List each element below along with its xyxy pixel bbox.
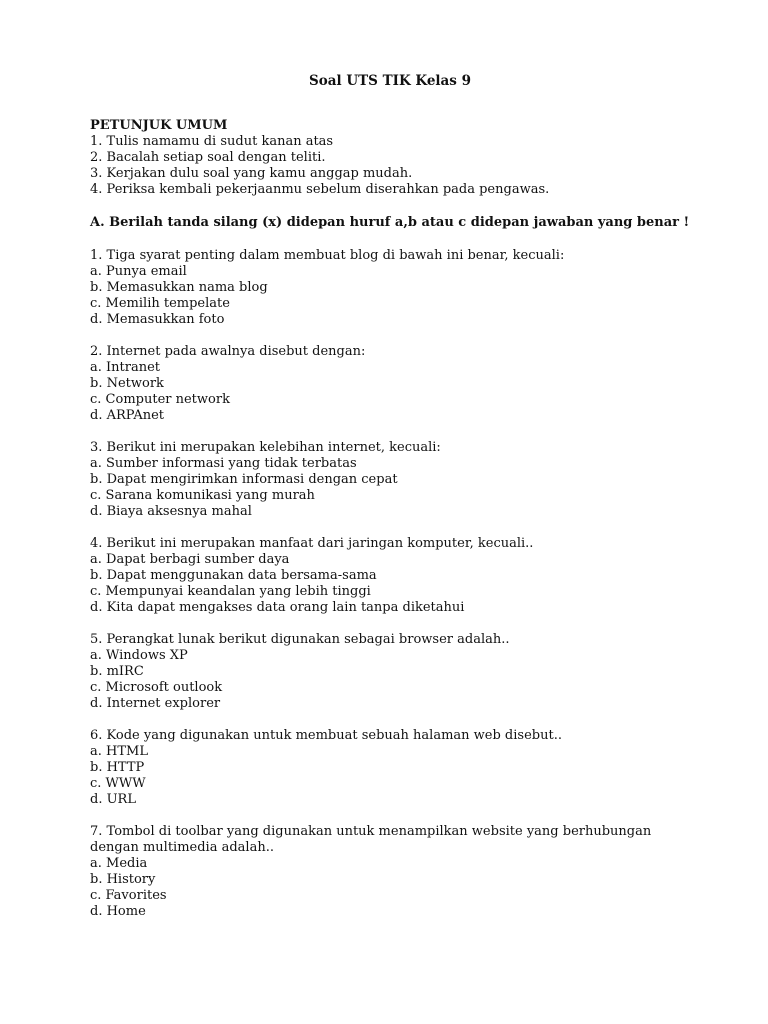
question-text: 5. Perangkat lunak berikut digunakan sebagai browser adalah.. [90, 632, 510, 647]
general-instruction-item: 1. Tulis namamu di sudut kanan atas [90, 134, 334, 149]
answer-option: d. Internet explorer [90, 696, 221, 711]
document-title: Soal UTS TIK Kelas 9 [309, 73, 471, 89]
answer-option: a. Dapat berbagi sumber daya [90, 552, 290, 567]
section-a-instruction: A. Berilah tanda silang (x) didepan huruf a,b atau c didepan jawaban yang benar ! [90, 215, 690, 230]
question-7 [90, 824, 690, 920]
general-instruction-item: 4. Periksa kembali pekerjaanmu sebelum diserahkan pada pengawas. [90, 182, 550, 197]
answer-option: a. Media [90, 856, 148, 871]
question-text: 2. Internet pada awalnya disebut dengan: [90, 344, 366, 359]
question-text: 4. Berikut ini merupakan manfaat dari jaringan komputer, kecuali.. [90, 536, 534, 551]
document-page [90, 72, 690, 936]
answer-option: d. URL [90, 792, 136, 807]
question-1 [90, 248, 690, 328]
answer-option: c. Memilih tempelate [90, 296, 230, 311]
answer-option: b. Dapat menggunakan data bersama-sama [90, 568, 377, 583]
question-text: 1. Tiga syarat penting dalam membuat blog di bawah ini benar, kecuali: [90, 248, 565, 263]
answer-option: c. Favorites [90, 888, 167, 903]
general-instructions [90, 118, 690, 198]
question-5 [90, 632, 690, 712]
answer-option: c. Mempunyai keandalan yang lebih tinggi [90, 584, 371, 599]
answer-option: d. Biaya aksesnya mahal [90, 504, 252, 519]
answer-option: a. Punya email [90, 264, 187, 279]
question-3 [90, 440, 690, 520]
answer-option: d. Kita dapat mengakses data orang lain tanpa diketahui [90, 600, 465, 615]
answer-option: a. Intranet [90, 360, 161, 375]
answer-option: b. Dapat mengirimkan informasi dengan cepat [90, 472, 398, 487]
answer-option: d. Home [90, 904, 146, 919]
question-text: 7. Tombol di toolbar yang digunakan untuk menampilkan website yang berhubungan dengan multimedia adalah.. [90, 824, 652, 855]
answer-option: d. Memasukkan foto [90, 312, 225, 327]
answer-option: a. Sumber informasi yang tidak terbatas [90, 456, 357, 471]
answer-option: c. WWW [90, 776, 146, 791]
general-instructions-heading: PETUNJUK UMUM [90, 118, 228, 133]
answer-option: a. HTML [90, 744, 148, 759]
answer-option: b. mIRC [90, 664, 144, 679]
question-4 [90, 536, 690, 616]
question-2 [90, 344, 690, 424]
answer-option: b. Memasukkan nama blog [90, 280, 268, 295]
answer-option: b. History [90, 872, 156, 887]
question-6 [90, 728, 690, 808]
answer-option: c. Sarana komunikasi yang murah [90, 488, 315, 503]
question-text: 6. Kode yang digunakan untuk membuat sebuah halaman web disebut.. [90, 728, 562, 743]
general-instruction-item: 3. Kerjakan dulu soal yang kamu anggap mudah. [90, 166, 413, 181]
general-instruction-item: 2. Bacalah setiap soal dengan teliti. [90, 150, 326, 165]
answer-option: b. Network [90, 376, 164, 391]
answer-option: a. Windows XP [90, 648, 188, 663]
answer-option: c. Computer network [90, 392, 230, 407]
question-text: 3. Berikut ini merupakan kelebihan internet, kecuali: [90, 440, 441, 455]
answer-option: d. ARPAnet [90, 408, 164, 423]
answer-option: b. HTTP [90, 760, 145, 775]
answer-option: c. Microsoft outlook [90, 680, 223, 695]
